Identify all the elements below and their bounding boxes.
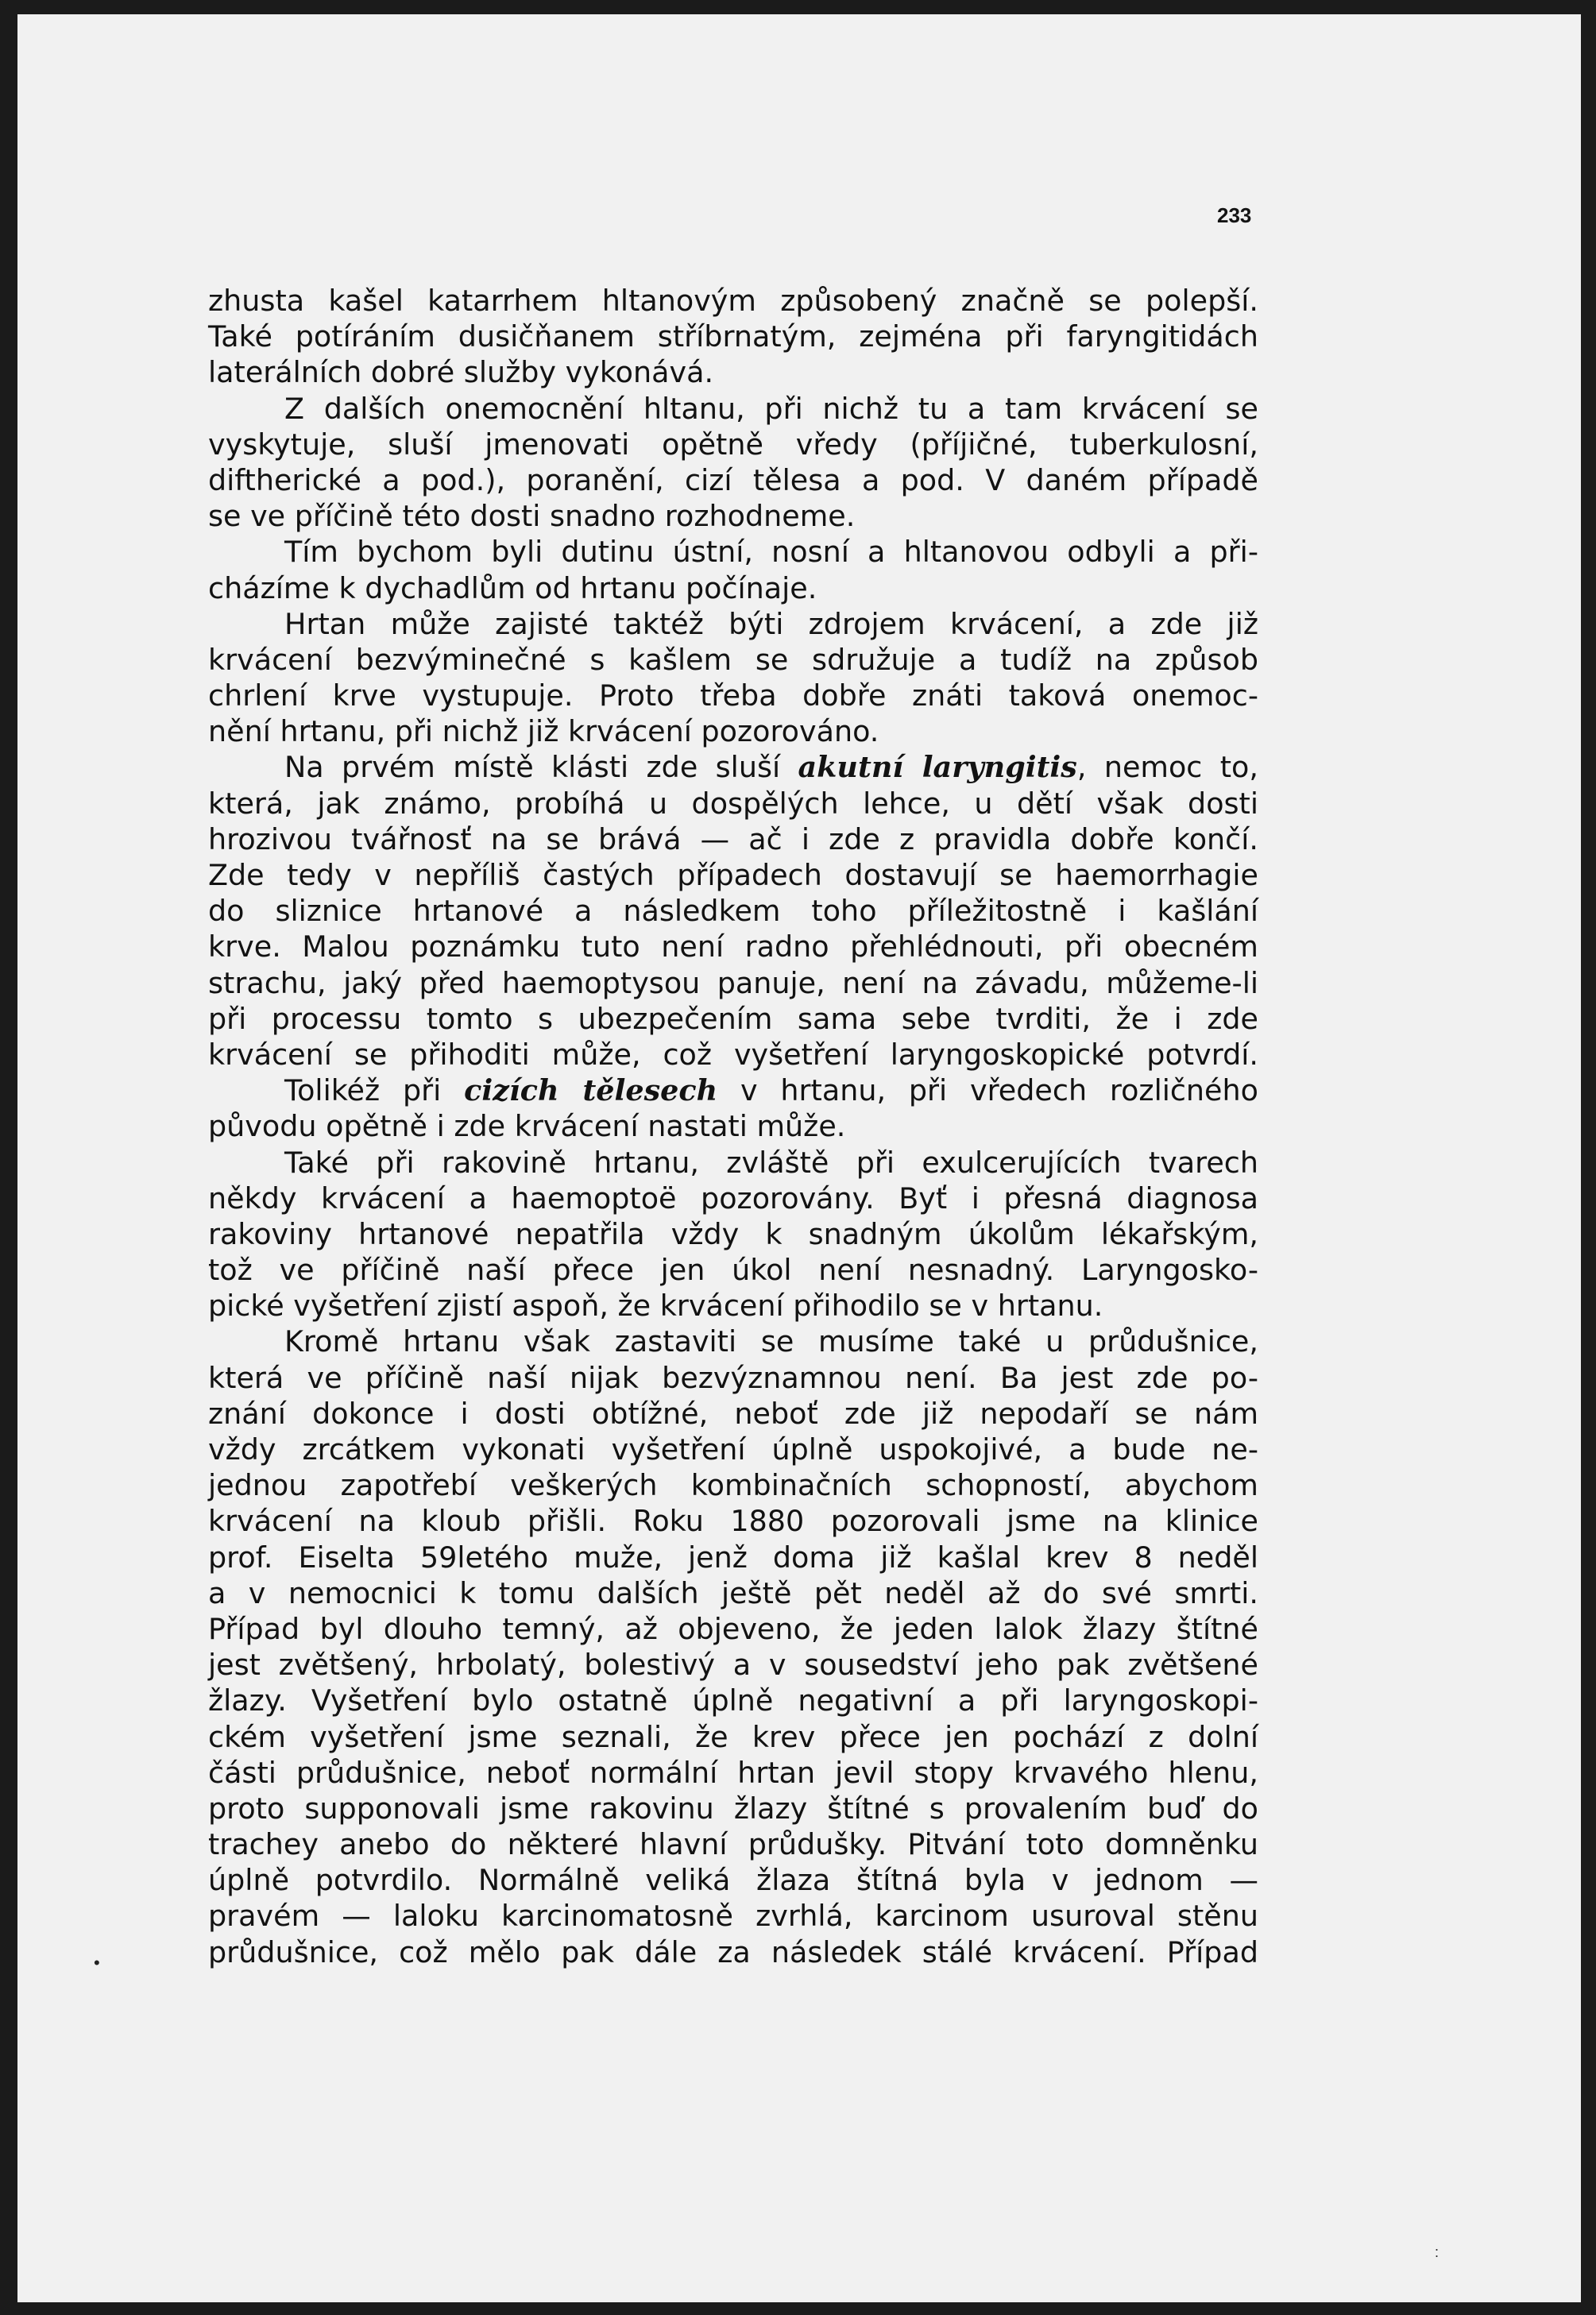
text-line: při processu tomto s ubezpečením sama sebe tvrditi, že i zde (208, 1001, 1258, 1036)
text-line: se ve příčině této dosti snadno rozhodneme. (208, 499, 856, 534)
text-line: průdušnice, což mělo pak dále za následek stálé krvácení. Případ (208, 1934, 1258, 1969)
text-line: diftherické a pod.), poranění, cizí tělesa a pod. V daném případě (208, 462, 1258, 497)
text-line: zhusta kašel katarrhem hltanovým způsobený značně se polepší. (208, 284, 1258, 318)
text-segment: , nemoc to, (1076, 750, 1258, 785)
body-text (208, 283, 1258, 1970)
text-line: původu opětně i zde krvácení nastati může. (208, 1109, 846, 1144)
text-line: Také potíráním dusičňanem stříbrnatým, zejména při faryngitidách (208, 319, 1258, 354)
text-line: chrlení krve vystupuje. Proto třeba dobře znáti taková onemoc- (208, 678, 1258, 713)
text-line: Tím bychom byli dutinu ústní, nosní a hltanovou odbyli a při- (284, 535, 1258, 570)
text-line (208, 1072, 1258, 1108)
italic-term: akutní laryngitis (798, 750, 1077, 785)
text-line: a v nemocnici k tomu dalších ještě pět neděl až do své smrti. (208, 1575, 1258, 1610)
text-line: strachu, jaký před haemoptysou panuje, není na závadu, můžeme-li (208, 965, 1258, 1000)
scan-speck: : (1435, 2244, 1439, 2260)
text-line: vyskytuje, sluší jmenovati opětně vředy (příjičné, tuberkulosní, (208, 427, 1258, 462)
text-line (208, 749, 1258, 785)
text-line: Z dalších onemocnění hltanu, při nichž tu a tam krvácení se (284, 391, 1258, 426)
text-line: úplně potvrdilo. Normálně veliká žlaza štítná byla v jednom — (208, 1863, 1258, 1898)
italic-term: cizích tělesech (464, 1073, 718, 1108)
text-line: části průdušnice, neboť normální hrtan jevil stopy krvavého hlenu, (208, 1755, 1258, 1790)
text-line: krve. Malou poznámku tuto není radno přehlédnouti, při obecném (208, 929, 1258, 964)
text-line: laterálních dobré služby vykonává. (208, 355, 714, 390)
text-line: někdy krvácení a haemoptoë pozorovány. Byť i přesná diagnosa (208, 1181, 1258, 1215)
text-line: nění hrtanu, při nichž již krvácení pozorováno. (208, 714, 879, 749)
text-line: Případ byl dlouho temný, až objeveno, že jeden lalok žlazy štítné (208, 1611, 1258, 1646)
text-line: pické vyšetření zjistí aspoň, že krvácení přihodilo se v hrtanu. (208, 1289, 1103, 1324)
text-segment: Na prvém místě klásti zde sluší (284, 750, 798, 785)
text-line: vždy zrcátkem vykonati vyšetření úplně uspokojivé, a bude ne- (208, 1432, 1258, 1467)
text-line: pravém — laloku karcinomatosně zvrhlá, karcinom usuroval stěnu (208, 1899, 1258, 1934)
text-line: která ve příčině naší nijak bezvýznamnou není. Ba jest zde po- (208, 1360, 1258, 1395)
text-line: ckém vyšetření jsme seznali, že krev přece jen pochází z dolní (208, 1719, 1258, 1754)
scanned-page (17, 14, 1581, 2302)
text-line: Také při rakovině hrtanu, zvláště při exulcerujících tvarech (284, 1145, 1258, 1180)
text-line: žlazy. Vyšetření bylo ostatně úplně negativní a při laryngoskopi- (208, 1683, 1258, 1718)
text-line: rakoviny hrtanové nepatřila vždy k snadným úkolům lékařským, (208, 1216, 1258, 1251)
text-line: hrozivou tvářnosť na se brává — ač i zde z pravidla dobře končí. (208, 821, 1258, 856)
text-line: krvácení se přihoditi může, což vyšetření laryngoskopické potvrdí. (208, 1037, 1258, 1072)
text-line: jednou zapotřebí veškerých kombinačních schopností, abychom (208, 1468, 1258, 1503)
text-line: cházíme k dychadlům od hrtanu počínaje. (208, 570, 817, 605)
text-line: Kromě hrtanu však zastaviti se musíme také u průdušnice, (284, 1324, 1258, 1359)
page-number: 233 (1217, 203, 1252, 227)
text-line: krvácení bezvýminečné s kašlem se sdružuje a tudíž na způsob (208, 642, 1258, 677)
text-line: proto supponovali jsme rakovinu žlazy štítné s provalením buď do (208, 1791, 1258, 1826)
text-line: do sliznice hrtanové a následkem toho příležitostně i kašlání (208, 894, 1258, 929)
text-line: Zde tedy v nepříliš častých případech dostavují se haemorrhagie (208, 858, 1258, 892)
text-line: krvácení na kloub přišli. Roku 1880 pozorovali jsme na klinice (208, 1504, 1258, 1539)
text-line: tož ve příčině naší přece jen úkol není nesnadný. Laryngosko- (208, 1253, 1258, 1288)
text-line: prof. Eiselta 59letého muže, jenž doma již kašlal krev 8 neděl (208, 1540, 1258, 1575)
scan-speck: • (94, 1953, 100, 1973)
text-segment: v hrtanu, při vředech rozličného (717, 1073, 1258, 1108)
text-line: trachey anebo do některé hlavní průdušky. Pitvání toto domněnku (208, 1827, 1258, 1862)
text-line: znání dokonce i dosti obtížné, neboť zde již nepodaří se nám (208, 1396, 1258, 1431)
text-segment: Tolikéž při (284, 1073, 465, 1108)
text-line: Hrtan může zajisté taktéž býti zdrojem krvácení, a zde již (284, 606, 1258, 641)
text-line: jest zvětšený, hrbolatý, bolestivý a v sousedství jeho pak zvětšené (208, 1648, 1258, 1683)
text-line: která, jak známo, probíhá u dospělých lehce, u dětí však dosti (208, 786, 1258, 821)
